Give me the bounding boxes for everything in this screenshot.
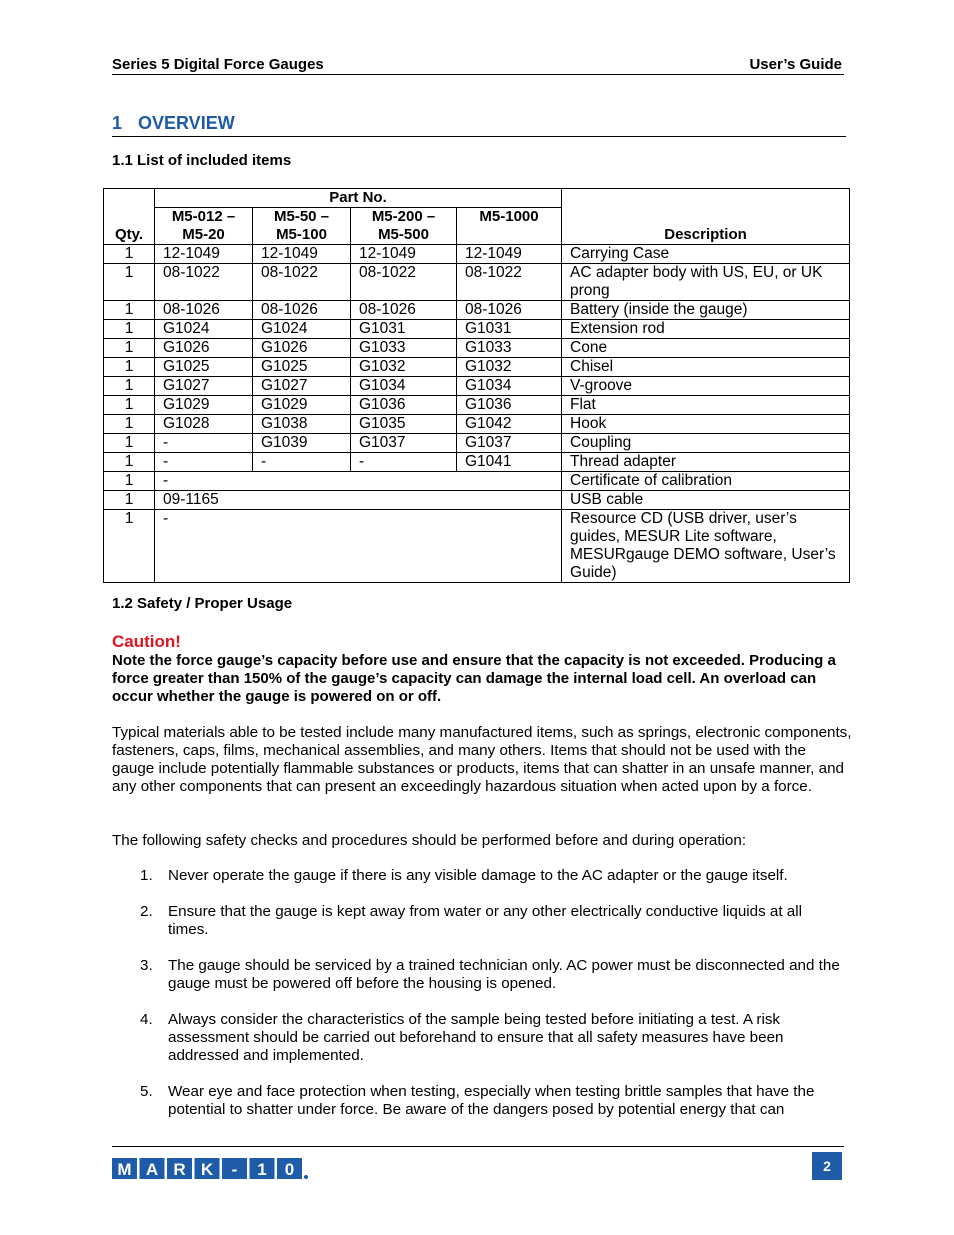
model-header: M5-1000 [457,208,562,245]
subsection-included-items: 1.1 List of included items [112,152,292,169]
qty-cell: 1 [104,396,155,415]
table-row [104,245,850,264]
part-cell: 08-1022 [253,264,351,301]
part-cell: 08-1022 [351,264,457,301]
table-row [104,301,850,320]
part-cell: G1031 [351,320,457,339]
part-cell: 08-1026 [457,301,562,320]
description-header: Description [562,189,850,245]
model-header: M5-50 – M5-100 [253,208,351,245]
part-cell: - [155,434,253,453]
description-cell: Resource CD (USB driver, user’s guides, MESUR Lite software, MESURgauge DEMO software, User’s Guide) [562,510,850,583]
part-cell: - [155,510,562,583]
materials-paragraph: Typical materials able to be tested include many manufactured items, such as springs, electronic components, fasteners, caps, films, mechanical assemblies, and many others. Items that should not be used with the gauge include potentially flammable substances or products, items that can shatter in an unsafe manner, and any other components that can present an exceedingly hazardous situation when acted upon by a force. [112,724,852,795]
description-cell: Battery (inside the gauge) [562,301,850,320]
qty-cell: 1 [104,320,155,339]
part-cell: G1024 [155,320,253,339]
svg-text:A: A [145,1160,159,1179]
qty-cell: 1 [104,472,155,491]
model-header: M5-200 – M5-500 [351,208,457,245]
footer-divider [112,1146,844,1147]
part-cell: 08-1026 [253,301,351,320]
qty-cell: 1 [104,339,155,358]
part-cell: 12-1049 [457,245,562,264]
qty-cell: 1 [104,377,155,396]
table-row [104,358,850,377]
page-number: 2 [812,1152,842,1180]
part-no-header: Part No. [155,189,562,208]
svg-text:1: 1 [257,1160,267,1179]
list-item: 5. Wear eye and face protection when testing, especially when testing brittle samples that have the potential to shatter under force. Be aware of the dangers posed by potential energy that can [140,1083,815,1118]
part-cell: 08-1022 [457,264,562,301]
qty-cell: 1 [104,358,155,377]
part-cell: G1027 [155,377,253,396]
qty-header: Qty. [104,189,155,245]
svg-text:-: - [231,1160,238,1179]
part-cell: G1034 [457,377,562,396]
description-cell: V-groove [562,377,850,396]
table-row [104,434,850,453]
part-cell: G1041 [457,453,562,472]
part-cell: G1036 [457,396,562,415]
part-cell: G1039 [253,434,351,453]
part-cell: G1029 [253,396,351,415]
qty-cell: 1 [104,415,155,434]
caution-note: Note the force gauge’s capacity before use and ensure that the capacity is not exceeded. Producing a force greater than 150% of the gauge’s capacity can damage the internal load cell. An overload can occur whether the gauge is powered on or off. [112,652,836,705]
subsection-safety: 1.2 Safety / Proper Usage [112,595,293,612]
table-row [104,339,850,358]
header-guide-label: User’s Guide [749,56,842,73]
qty-cell: 1 [104,245,155,264]
table-row [104,415,850,434]
part-cell: - [155,472,562,491]
list-item: 2. Ensure that the gauge is kept away from water or any other electrically conductive liquids at all times. [140,903,802,938]
part-cell: G1038 [253,415,351,434]
part-cell: G1027 [253,377,351,396]
table-row [104,264,850,301]
part-cell: G1028 [155,415,253,434]
svg-text:R: R [173,1160,186,1179]
table-row [104,472,850,491]
part-cell: G1035 [351,415,457,434]
list-item: 3. The gauge should be serviced by a trained technician only. AC power must be disconnected and the gauge must be powered off before the housing is opened. [140,957,840,992]
mark-10-logo [112,1157,308,1181]
part-cell: G1036 [351,396,457,415]
part-cell: 08-1026 [351,301,457,320]
caution-heading: Caution! [112,632,181,651]
table-row [104,377,850,396]
table-row [104,453,850,472]
part-cell: 09-1165 [155,491,562,510]
part-cell: 08-1022 [155,264,253,301]
description-cell: Carrying Case [562,245,850,264]
description-cell: USB cable [562,491,850,510]
table-row [104,491,850,510]
part-cell: G1026 [155,339,253,358]
safety-checks-intro: The following safety checks and procedures should be performed before and during operation: [112,832,747,849]
description-cell: AC adapter body with US, EU, or UK prong [562,264,850,301]
part-cell: G1029 [155,396,253,415]
description-cell: Coupling [562,434,850,453]
part-cell: G1032 [351,358,457,377]
part-cell: - [351,453,457,472]
description-cell: Chisel [562,358,850,377]
svg-text:K: K [200,1160,214,1179]
description-cell: Hook [562,415,850,434]
qty-cell: 1 [104,510,155,583]
part-cell: G1031 [457,320,562,339]
list-item: 1. Never operate the gauge if there is any visible damage to the AC adapter or the gauge itself. [140,867,788,884]
part-cell: G1025 [155,358,253,377]
part-cell: 12-1049 [351,245,457,264]
part-cell: G1024 [253,320,351,339]
part-cell: G1037 [351,434,457,453]
description-cell: Flat [562,396,850,415]
section-title: OVERVIEW [138,113,235,133]
qty-cell: 1 [104,434,155,453]
part-cell: 12-1049 [253,245,351,264]
description-cell: Extension rod [562,320,850,339]
table-row [104,320,850,339]
part-cell: 08-1026 [155,301,253,320]
part-cell: G1032 [457,358,562,377]
header-title: Series 5 Digital Force Gauges [112,56,324,73]
part-cell: G1033 [457,339,562,358]
svg-text:M: M [117,1160,132,1179]
qty-cell: 1 [104,453,155,472]
qty-cell: 1 [104,491,155,510]
part-cell: G1034 [351,377,457,396]
model-header: M5-012 – M5-20 [155,208,253,245]
part-cell: G1042 [457,415,562,434]
svg-text:0: 0 [284,1160,295,1179]
part-cell: - [155,453,253,472]
table-row [104,396,850,415]
section-heading [112,113,846,137]
description-cell: Cone [562,339,850,358]
part-cell: - [253,453,351,472]
table-row [104,510,850,583]
qty-cell: 1 [104,264,155,301]
qty-cell: 1 [104,301,155,320]
page-header [112,56,844,75]
list-item: 4. Always consider the characteristics of the sample being tested before initiating a test. A risk assessment should be carried out beforehand to ensure that all safety measures have been addressed and implemented. [140,1011,784,1064]
section-number: 1 [112,113,123,133]
description-cell: Certificate of calibration [562,472,850,491]
part-cell: G1033 [351,339,457,358]
part-cell: 12-1049 [155,245,253,264]
part-cell: G1025 [253,358,351,377]
description-cell: Thread adapter [562,453,850,472]
part-cell: G1026 [253,339,351,358]
included-items-table [103,188,850,583]
part-cell: G1037 [457,434,562,453]
